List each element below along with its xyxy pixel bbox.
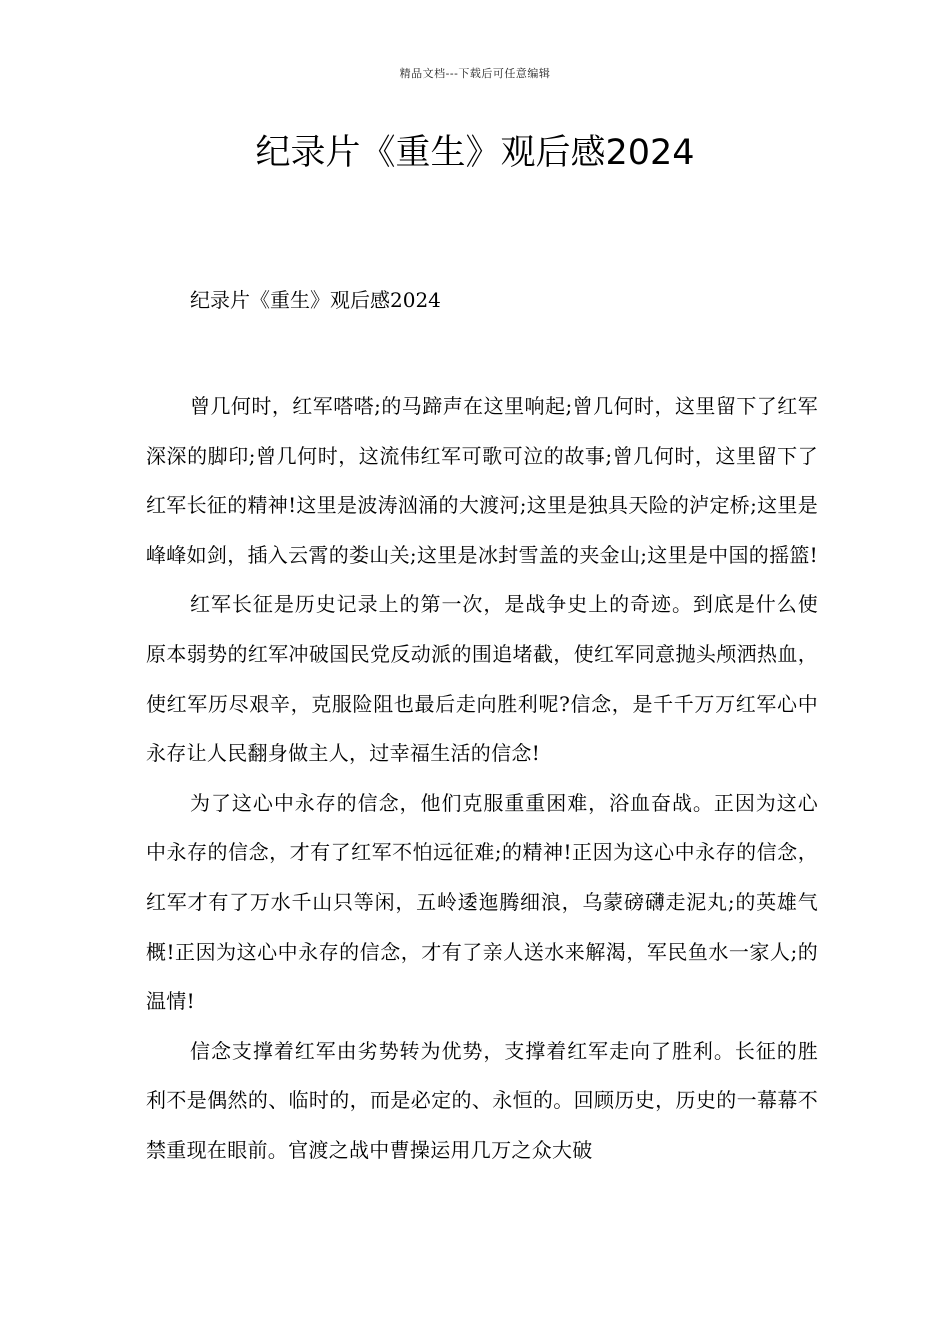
- paragraph-2: 红军长征是历史记录上的第一次，是战争史上的奇迹。到底是什么使原本弱势的红军冲破国民党反动派的围追堵截，使红军同意抛头颅洒热血，使红军历尽艰辛，克服险阻也最后走向胜利呢?信念，是千千万万红军心中永存让人民翻身做主人，过幸福生活的信念!: [146, 592, 818, 766]
- spacer: [146, 320, 818, 382]
- paragraph-3: 为了这心中永存的信念，他们克服重重困难，浴血奋战。正因为这心中永存的信念，才有了红军不怕远征难;的精神!正因为这心中永存的信念，红军才有了万水千山只等闲，五岭逶迤腾细浪，乌蒙磅礴走泥丸;的英雄气概!正因为这心中永存的信念，才有了亲人送水来解渴，军民鱼水一家人;的温情!: [146, 790, 818, 1014]
- paragraph-1: 曾几何时，红军嗒嗒;的马蹄声在这里响起;曾几何时，这里留下了红军深深的脚印;曾几何时，这流伟红军可歌可泣的故事;曾几何时，这里留下了红军长征的精神!这里是波涛汹涌的大渡河;这里是独具天险的泸定桥;这里是峰峰如剑，插入云霄的娄山关;这里是冰封雪盖的夹金山;这里是中国的摇篮!: [146, 394, 819, 567]
- document-subtitle: 纪录片《重生》观后感2024: [190, 288, 441, 312]
- header-note: 精品文档---下载后可任意编辑: [399, 67, 551, 80]
- document-body: [146, 280, 818, 1176]
- document-title: 纪录片《重生》观后感2024: [255, 133, 695, 173]
- paragraph-4: 信念支撑着红军由劣势转为优势，支撑着红军走向了胜利。长征的胜利不是偶然的、临时的，而是必定的、永恒的。回顾历史，历史的一幕幕不禁重现在眼前。官渡之战中曹操运用几万之众大破: [146, 1038, 818, 1162]
